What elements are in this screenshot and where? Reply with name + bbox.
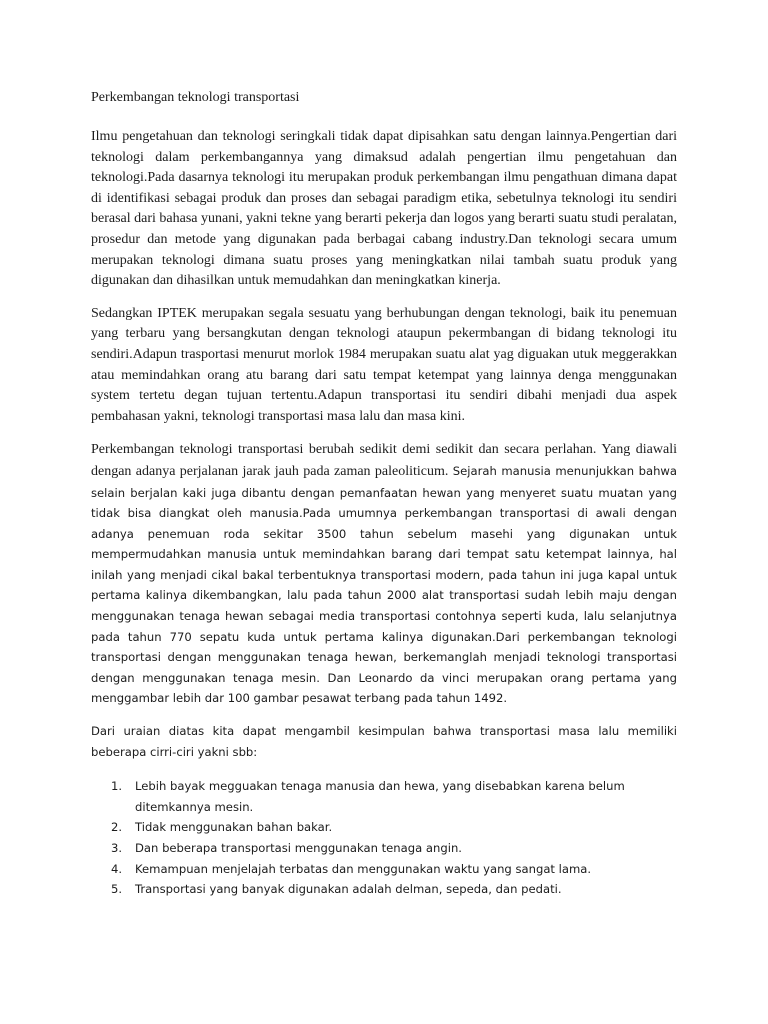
list-item-number: 2. <box>111 820 123 835</box>
paragraph-2: Sedangkan IPTEK merupakan segala sesuatu yang berhubungan dengan teknologi, baik itu penemuan yang terbaru yang bersangkutan dengan teknologi ataupun pekermbangan di bidang teknologi itu sendiri.Adapun trasportasi menurut morlok 1984 merupakan suatu alat yag diguakan utuk meggerakkan atau memindahkan orang atu barang dari satu tempat ketempat yang lainnya denga menggunakan system tertetu degan tujuan tertentu.Adapun transportasi itu sendiri dibahi menjadi dua aspek pembahasan yakni, teknologi transportasi masa lalu dan masa kini. <box>91 305 677 424</box>
list-item-text: Transportasi yang banyak digunakan adalah delman, sepeda, dan pedati. <box>135 882 562 897</box>
list-item-number: 1. <box>111 779 123 794</box>
paragraph-3-sans-text: Sejarah manusia menunjukkan bahwa selain berjalan kaki juga dibantu dengan pemanfaatan hewan yang menyeret suatu muatan yang tidak bisa diangkat oleh manusia.Pada umumnya perkembangan transportasi di awali dengan adanya penemuan roda sekitar 3500 tahun sebelum masehi yang digunakan untuk mempermudahkan manusia untuk memindahkan barang dari tempat satu ketempat lainnya, hal inilah yang menjadi cikal bakal terbentuknya transportasi modern, pada tahun ini juga kapal untuk pertama kalinya dikembangkan, lalu pada tahun 2000 alat transportasi sudah lebih maju dengan menggunakan tenaga hewan sebagai media transportasi contohnya seperti kuda, lalu selanjutnya pada tahun 770 sepatu kuda untuk pertama kalinya digunakan.Dari perkembangan teknologi transportasi dengan menggunakan tenaga hewan, berkemanglah menjadi teknologi transportasi dengan menggunakan tenaga mesin. Dan Leonardo da vinci merupakan orang pertama yang menggambar lebih dar 100 gambar pesawat terbang pada tahun 1492. <box>91 463 678 706</box>
list-item <box>91 817 677 838</box>
list-item-text: Tidak menggunakan bahan bakar. <box>135 820 333 835</box>
paragraph-3 <box>91 439 677 709</box>
list-item-number: 5. <box>111 882 123 897</box>
list-item-text: Kemampuan menjelajah terbatas dan menggunakan waktu yang sangat lama. <box>135 861 592 876</box>
list-item-text: Lebih bayak megguakan tenaga manusia dan hewa, yang disebabkan karena belum ditemkannya mesin. <box>135 779 625 814</box>
list-item <box>91 879 677 900</box>
paragraph-3-serif-text: Perkembangan teknologi transportasi berubah sedikit demi sedikit dan secara perlahan. Yang diawali dengan adanya perjalanan jarak jauh pada zaman paleoliticum. <box>91 442 677 479</box>
list-item <box>91 859 677 880</box>
list-item <box>91 838 677 859</box>
list-item <box>91 776 677 817</box>
list-item-text: Dan beberapa transportasi menggunakan tenaga angin. <box>135 841 462 855</box>
list-item-number: 3. <box>111 841 123 855</box>
document-title: Perkembangan teknologi transportasi <box>91 90 300 105</box>
document-page <box>91 88 677 900</box>
characteristics-list <box>91 776 677 900</box>
conclusion-paragraph: Dari uraian diatas kita dapat mengambil kesimpulan bahwa transportasi masa lalu memiliki beberapa cirri-ciri yakni sbb: <box>91 724 677 759</box>
paragraph-1: Ilmu pengetahuan dan teknologi seringkali tidak dapat dipisahkan satu dengan lainnya.Pengertian dari teknologi dalam perkembangannya yang dimaksud adalah pengertian ilmu pengetahuan dan teknologi.Pada dasarnya teknologi itu merupakan produk perkembangan ilmu pengathuan dimana dapat di identifikasi sebagai produk dan proses dan sebagai paradigm etika, sebetulnya teknologi itu sendiri berasal dari bahasa yunani, yakni tekne yang berarti pekerja dan logos yang berarti suatu studi peralatan, prosedur dan metode yang digunakan pada berbagai cabang industry.Dan teknologi secara umum merupakan teknologi dimana suatu proses yang meningkatkan nilai tambah suatu produk yang digunakan dan dihasilkan untuk memudahkan dan meningkatkan kinerja. <box>91 129 677 289</box>
list-item-number: 4. <box>111 861 123 876</box>
